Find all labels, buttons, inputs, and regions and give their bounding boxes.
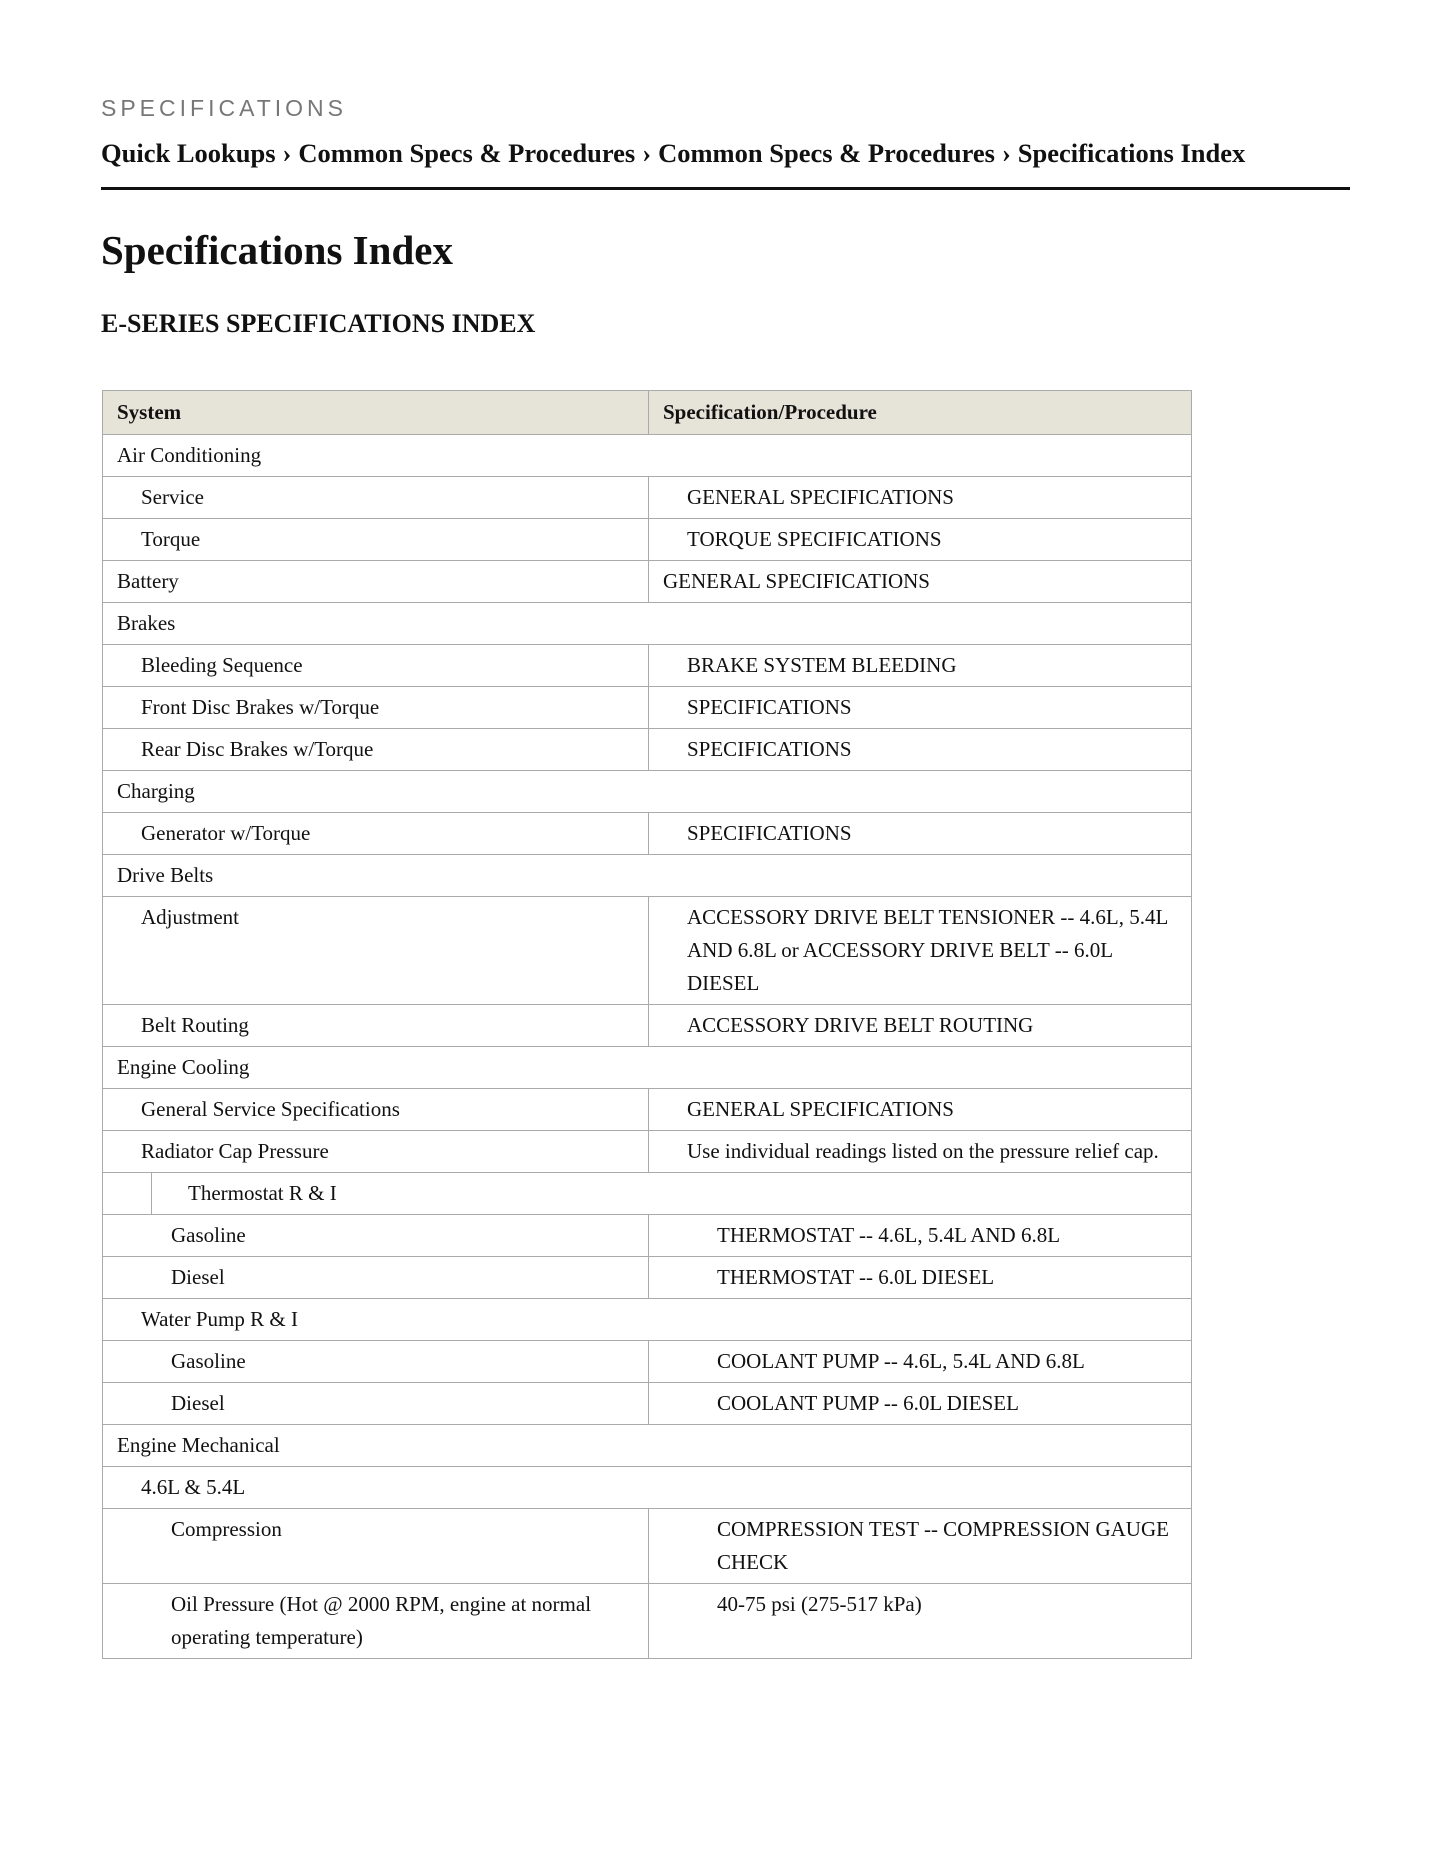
table-header-row (103, 391, 1192, 435)
table-row (103, 603, 1192, 645)
system-subgroup-cell: 4.6L & 5.4L (103, 1467, 1192, 1509)
system-cell: Bleeding Sequence (103, 645, 649, 687)
specifications-table (102, 390, 1192, 1659)
table-row (103, 1299, 1192, 1341)
system-cell: Gasoline (103, 1341, 649, 1383)
nested-group-row (103, 1173, 1191, 1214)
system-cell: Torque (103, 519, 649, 561)
system-cell: Oil Pressure (Hot @ 2000 RPM, engine at normal operating temperature) (103, 1584, 649, 1659)
spec-link[interactable]: TORQUE SPECIFICATIONS (649, 519, 1192, 561)
spec-link[interactable]: GENERAL SPECIFICATIONS (649, 477, 1192, 519)
breadcrumb-item-quick-lookups[interactable]: Quick Lookups (101, 138, 276, 168)
table-row (103, 855, 1192, 897)
system-cell: Service (103, 477, 649, 519)
table-row (103, 1215, 1192, 1257)
system-cell: Rear Disc Brakes w/Torque (103, 729, 649, 771)
table-row (103, 687, 1192, 729)
system-group-cell: Engine Cooling (103, 1047, 1192, 1089)
system-cell: Belt Routing (103, 1005, 649, 1047)
table-row (103, 1005, 1192, 1047)
column-header-spec: Specification/Procedure (649, 391, 1192, 435)
system-group-cell: Drive Belts (103, 855, 1192, 897)
table-row (103, 897, 1192, 1005)
breadcrumb-item-common-specs-2[interactable]: Common Specs & Procedures (658, 138, 995, 168)
system-group-cell: Air Conditioning (103, 435, 1192, 477)
system-cell: Diesel (103, 1257, 649, 1299)
breadcrumb-separator: › (1001, 138, 1011, 168)
table-row (103, 435, 1192, 477)
breadcrumb-item-current: Specifications Index (1017, 138, 1246, 168)
spec-link[interactable]: THERMOSTAT -- 4.6L, 5.4L AND 6.8L (649, 1215, 1192, 1257)
nested-group-cell (103, 1173, 1192, 1215)
system-cell: Front Disc Brakes w/Torque (103, 687, 649, 729)
system-cell: Generator w/Torque (103, 813, 649, 855)
system-group-cell: Brakes (103, 603, 1192, 645)
indent-stub (103, 1173, 152, 1214)
table-row (103, 1341, 1192, 1383)
system-cell: Adjustment (103, 897, 649, 1005)
table-row (103, 477, 1192, 519)
spec-link[interactable]: SPECIFICATIONS (649, 687, 1192, 729)
spec-link[interactable]: ACCESSORY DRIVE BELT TENSIONER -- 4.6L, 5.4L AND 6.8L or ACCESSORY DRIVE BELT -- 6.0L DIESEL (649, 897, 1192, 1005)
system-group-cell: Engine Mechanical (103, 1425, 1192, 1467)
page-title: Specifications Index (101, 227, 453, 273)
table-row (103, 771, 1192, 813)
page-subtitle: E-SERIES SPECIFICATIONS INDEX (101, 309, 536, 338)
spec-link[interactable]: BRAKE SYSTEM BLEEDING (649, 645, 1192, 687)
section-eyebrow: SPECIFICATIONS (101, 95, 347, 121)
spec-link[interactable]: GENERAL SPECIFICATIONS (649, 1089, 1192, 1131)
table-row (103, 1131, 1192, 1173)
spec-link[interactable]: ACCESSORY DRIVE BELT ROUTING (649, 1005, 1192, 1047)
spec-link[interactable]: SPECIFICATIONS (649, 729, 1192, 771)
system-subgroup-cell: Thermostat R & I (188, 1181, 337, 1205)
table-row (103, 1584, 1192, 1659)
system-cell: General Service Specifications (103, 1089, 649, 1131)
table-row (103, 1425, 1192, 1467)
system-cell: Battery (103, 561, 649, 603)
spec-link[interactable]: SPECIFICATIONS (649, 813, 1192, 855)
spec-link[interactable]: COOLANT PUMP -- 4.6L, 5.4L AND 6.8L (649, 1341, 1192, 1383)
table-row (103, 1257, 1192, 1299)
spec-link[interactable]: COMPRESSION TEST -- COMPRESSION GAUGE CHECK (649, 1509, 1192, 1584)
system-cell: Compression (103, 1509, 649, 1584)
table-row (103, 519, 1192, 561)
system-cell: Gasoline (103, 1215, 649, 1257)
table-row (103, 645, 1192, 687)
table-row (103, 1173, 1192, 1215)
system-group-cell: Charging (103, 771, 1192, 813)
table-row (103, 729, 1192, 771)
spec-link[interactable]: THERMOSTAT -- 6.0L DIESEL (649, 1257, 1192, 1299)
table-row (103, 1047, 1192, 1089)
table-row (103, 1089, 1192, 1131)
breadcrumb-item-common-specs[interactable]: Common Specs & Procedures (298, 138, 636, 168)
table-row (103, 561, 1192, 603)
spec-value: Use individual readings listed on the pressure relief cap. (649, 1131, 1192, 1173)
column-header-system: System (103, 391, 649, 435)
spec-link[interactable]: GENERAL SPECIFICATIONS (649, 561, 1192, 603)
nested-group-table (103, 1173, 1191, 1214)
system-cell: Diesel (103, 1383, 649, 1425)
spec-link[interactable]: COOLANT PUMP -- 6.0L DIESEL (649, 1383, 1192, 1425)
system-subgroup-cell: Water Pump R & I (103, 1299, 1192, 1341)
breadcrumb-separator: › (282, 138, 292, 168)
table-row (103, 1467, 1192, 1509)
header-divider (101, 187, 1350, 190)
breadcrumb (101, 138, 1351, 169)
table-row (103, 813, 1192, 855)
table-row (103, 1383, 1192, 1425)
spec-value: 40-75 psi (275-517 kPa) (649, 1584, 1192, 1659)
table-row (103, 1509, 1192, 1584)
system-cell: Radiator Cap Pressure (103, 1131, 649, 1173)
breadcrumb-separator: › (642, 138, 652, 168)
